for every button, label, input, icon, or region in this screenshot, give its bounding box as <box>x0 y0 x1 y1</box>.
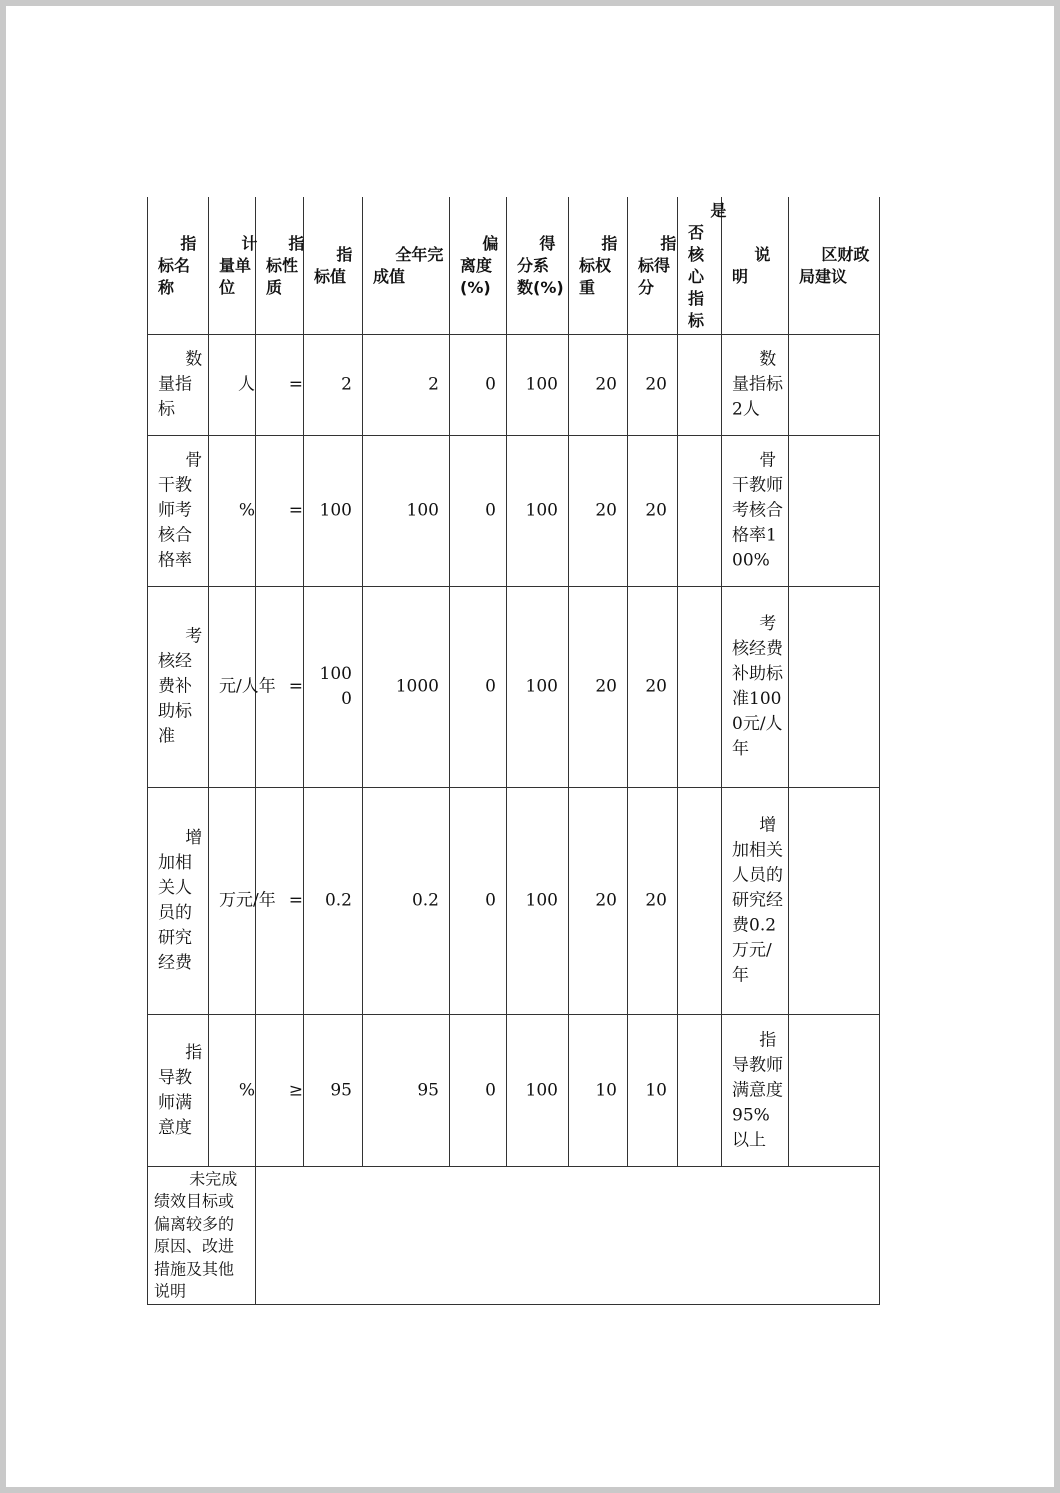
row-1-nature <box>256 335 304 436</box>
row-4-desc-text: 增加相关人员的研究经费0.2万元/年 <box>732 815 783 986</box>
row-5-target-text: 95 <box>330 1080 352 1100</box>
row-5-actual-text: 95 <box>417 1080 439 1100</box>
header-name-text: 指标名称 <box>158 233 197 297</box>
row-2-weight-text: 20 <box>595 500 617 521</box>
header-desc <box>722 197 789 335</box>
row-5-core <box>678 1015 722 1167</box>
row-5-target <box>304 1015 363 1167</box>
row-3-unit <box>209 587 276 788</box>
row-5-deviation <box>450 1015 507 1167</box>
row-1-desc <box>722 335 789 436</box>
row-1-weight-text: 20 <box>595 374 617 395</box>
row-2-core <box>678 436 722 587</box>
row-3-deviation-text: 0 <box>485 676 496 697</box>
row-1-coef-text: 100 <box>525 374 558 395</box>
row-3-score-text: 20 <box>645 676 667 697</box>
row-4-deviation-text: 0 <box>485 890 496 911</box>
header-deviation <box>450 197 507 335</box>
row-5-deviation-text: 0 <box>485 1080 496 1100</box>
header-weight <box>569 197 628 335</box>
row-1-name-text: 数量指标 <box>158 349 203 420</box>
row-5-score-text: 10 <box>645 1080 667 1100</box>
row-5-unit-text: % <box>238 1080 255 1100</box>
footer-label <box>147 1167 256 1305</box>
header-name <box>147 197 209 335</box>
row-1-unit <box>209 335 256 436</box>
row-3-coef-text: 100 <box>525 676 558 697</box>
footer-label-text: 未完成绩效目标或偏离较多的原因、改进措施及其他说明 <box>154 1169 238 1301</box>
row-5-nature-text: ≥ <box>288 1080 303 1100</box>
row-1-deviation-text: 0 <box>485 374 496 395</box>
row-5-name-text: 指导教师满意度 <box>158 1042 203 1138</box>
row-2-unit-text: % <box>238 500 255 521</box>
header-actual <box>363 197 450 335</box>
row-3-core <box>678 587 722 788</box>
row-3-actual-text: 1000 <box>395 676 439 697</box>
row-1-name <box>147 335 209 436</box>
row-5-desc-text: 指导教师满意度95%以上 <box>732 1030 783 1150</box>
header-target <box>304 197 363 335</box>
row-3-weight-text: 20 <box>595 676 617 697</box>
header-unit <box>209 197 256 335</box>
row-2-unit <box>209 436 256 587</box>
row-2-coef-text: 100 <box>525 500 558 521</box>
row-5-score <box>628 1015 678 1167</box>
row-4-name <box>147 788 209 1015</box>
row-4-coef-text: 100 <box>525 890 558 911</box>
footer-content <box>256 1167 880 1305</box>
row-5-name <box>147 1015 209 1167</box>
row-4-unit <box>209 788 276 1015</box>
row-4-target <box>304 788 363 1015</box>
row-2-advice <box>789 436 880 587</box>
row-4-coef <box>507 788 569 1015</box>
row-3-name <box>147 587 209 788</box>
row-2-score-text: 20 <box>645 500 667 521</box>
row-5-weight-text: 10 <box>595 1080 617 1100</box>
row-4-deviation <box>450 788 507 1015</box>
header-desc-text: 说明 <box>732 244 771 286</box>
row-3-target-text: 1000 <box>319 664 352 709</box>
row-2-score <box>628 436 678 587</box>
row-1-nature-text: = <box>288 374 303 395</box>
row-1-target-text: 2 <box>341 374 352 395</box>
header-score <box>628 197 678 335</box>
row-3-nature <box>256 587 304 788</box>
row-1-weight <box>569 335 628 436</box>
header-nature-text: 指标性质 <box>266 233 305 297</box>
row-1-unit-text: 人 <box>238 374 255 395</box>
row-1-core <box>678 335 722 436</box>
row-4-name-text: 增加相关人员的研究经费 <box>158 828 203 973</box>
row-4-nature-text: = <box>288 890 303 911</box>
row-2-nature <box>256 436 304 587</box>
row-2-deviation-text: 0 <box>485 500 496 521</box>
header-deviation-text: 偏离度(%) <box>460 233 499 297</box>
header-advice <box>789 197 880 335</box>
row-4-desc <box>722 788 789 1015</box>
header-score-text: 指标得分 <box>638 233 677 297</box>
row-2-target <box>304 436 363 587</box>
row-1-desc-text: 数量指标2人 <box>732 349 783 420</box>
row-5-coef <box>507 1015 569 1167</box>
row-4-score <box>628 788 678 1015</box>
row-2-deviation <box>450 436 507 587</box>
row-4-nature <box>256 788 304 1015</box>
row-2-actual-text: 100 <box>406 500 439 521</box>
row-2-desc-text: 骨干教师考核合格率100% <box>732 450 783 571</box>
row-1-actual-text: 2 <box>428 374 439 395</box>
row-4-score-text: 20 <box>645 890 667 911</box>
row-3-desc <box>722 587 789 788</box>
document-page <box>6 6 1054 1487</box>
header-core-text: 是否核心指标 <box>688 200 727 330</box>
row-2-target-text: 100 <box>319 500 352 521</box>
row-3-nature-text: = <box>288 676 303 697</box>
row-4-weight-text: 20 <box>595 890 617 911</box>
row-2-weight <box>569 436 628 587</box>
row-5-coef-text: 100 <box>525 1080 558 1100</box>
row-3-unit-text: 元/人年 <box>219 676 276 697</box>
row-3-desc-text: 考核经费补助标准1000元/人年 <box>732 614 783 759</box>
row-4-advice <box>789 788 880 1015</box>
row-3-actual <box>363 587 450 788</box>
row-5-actual <box>363 1015 450 1167</box>
row-3-score <box>628 587 678 788</box>
header-target-text: 指标值 <box>314 244 353 286</box>
row-3-target <box>304 587 363 788</box>
header-coef <box>507 197 569 335</box>
row-1-score <box>628 335 678 436</box>
row-4-unit-text: 万元/年 <box>219 890 276 911</box>
row-4-actual <box>363 788 450 1015</box>
row-3-name-text: 考核经费补助标准 <box>158 626 203 747</box>
row-5-desc <box>722 1015 789 1167</box>
row-2-actual <box>363 436 450 587</box>
row-1-target <box>304 335 363 436</box>
row-2-name <box>147 436 209 587</box>
row-5-unit <box>209 1015 256 1167</box>
row-2-coef <box>507 436 569 587</box>
header-actual-text: 全年完成值 <box>373 244 444 286</box>
header-advice-text: 区财政局建议 <box>799 244 870 286</box>
row-5-nature <box>256 1015 304 1167</box>
header-unit-text: 计量单位 <box>219 233 258 297</box>
row-1-advice <box>789 335 880 436</box>
row-3-advice <box>789 587 880 788</box>
row-1-score-text: 20 <box>645 374 667 395</box>
row-1-deviation <box>450 335 507 436</box>
row-2-name-text: 骨干教师考核合格率 <box>158 450 203 571</box>
row-5-weight <box>569 1015 628 1167</box>
row-5-advice <box>789 1015 880 1167</box>
header-weight-text: 指标权重 <box>579 233 618 297</box>
row-4-core <box>678 788 722 1015</box>
row-1-actual <box>363 335 450 436</box>
row-4-actual-text: 0.2 <box>411 890 439 911</box>
row-4-target-text: 0.2 <box>324 890 352 911</box>
row-3-coef <box>507 587 569 788</box>
row-2-desc <box>722 436 789 587</box>
row-2-nature-text: = <box>288 500 303 521</box>
header-nature <box>256 197 304 335</box>
row-3-deviation <box>450 587 507 788</box>
row-1-coef <box>507 335 569 436</box>
row-4-weight <box>569 788 628 1015</box>
row-3-weight <box>569 587 628 788</box>
header-core <box>678 197 727 335</box>
header-coef-text: 得分系数(%) <box>517 233 564 297</box>
